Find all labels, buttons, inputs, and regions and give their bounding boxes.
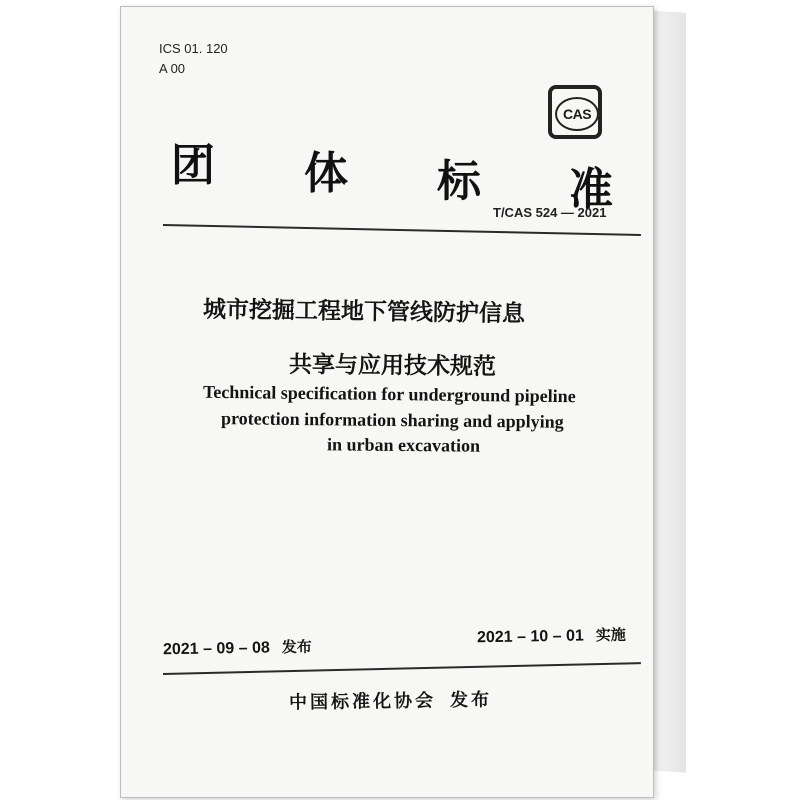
standard-type-char: 团: [171, 140, 215, 191]
title-en-line-1: Technical specification for underground pipeline: [202, 381, 576, 407]
cas-logo-text: CAS: [555, 97, 599, 131]
implement-date: 2021 – 10 – 01: [476, 627, 584, 647]
implement-label: 实施: [595, 625, 626, 645]
title-zh-line-2: 共享与应用技术规范: [288, 351, 497, 381]
standard-type-char: 准: [569, 164, 613, 215]
publisher-line: [289, 686, 492, 715]
issue-label: 发布: [281, 637, 312, 657]
top-divider: [163, 224, 641, 236]
publisher-action: 发布: [449, 689, 493, 712]
ccs-code: A 00: [159, 61, 186, 76]
issue-date: 2021 – 09 – 08: [162, 639, 270, 659]
standard-type-char: 标: [437, 156, 481, 207]
title-zh-line-1: 城市挖掘工程地下管线防护信息: [202, 296, 526, 328]
cas-logo-icon: [548, 85, 602, 139]
implement-date-block: [477, 624, 626, 648]
issue-date-block: [163, 636, 312, 660]
standard-type-char: 体: [304, 148, 348, 199]
ics-code: ICS 01. 120: [159, 41, 228, 56]
standard-number: T/CAS 524 — 2021: [493, 205, 607, 220]
title-en-line-2: protection information sharing and applying: [220, 408, 564, 432]
publisher-name: 中国标准化协会: [288, 690, 437, 714]
bottom-divider: [163, 662, 641, 675]
title-en-line-3: in urban excavation: [326, 434, 481, 456]
book-cover: [120, 6, 654, 798]
